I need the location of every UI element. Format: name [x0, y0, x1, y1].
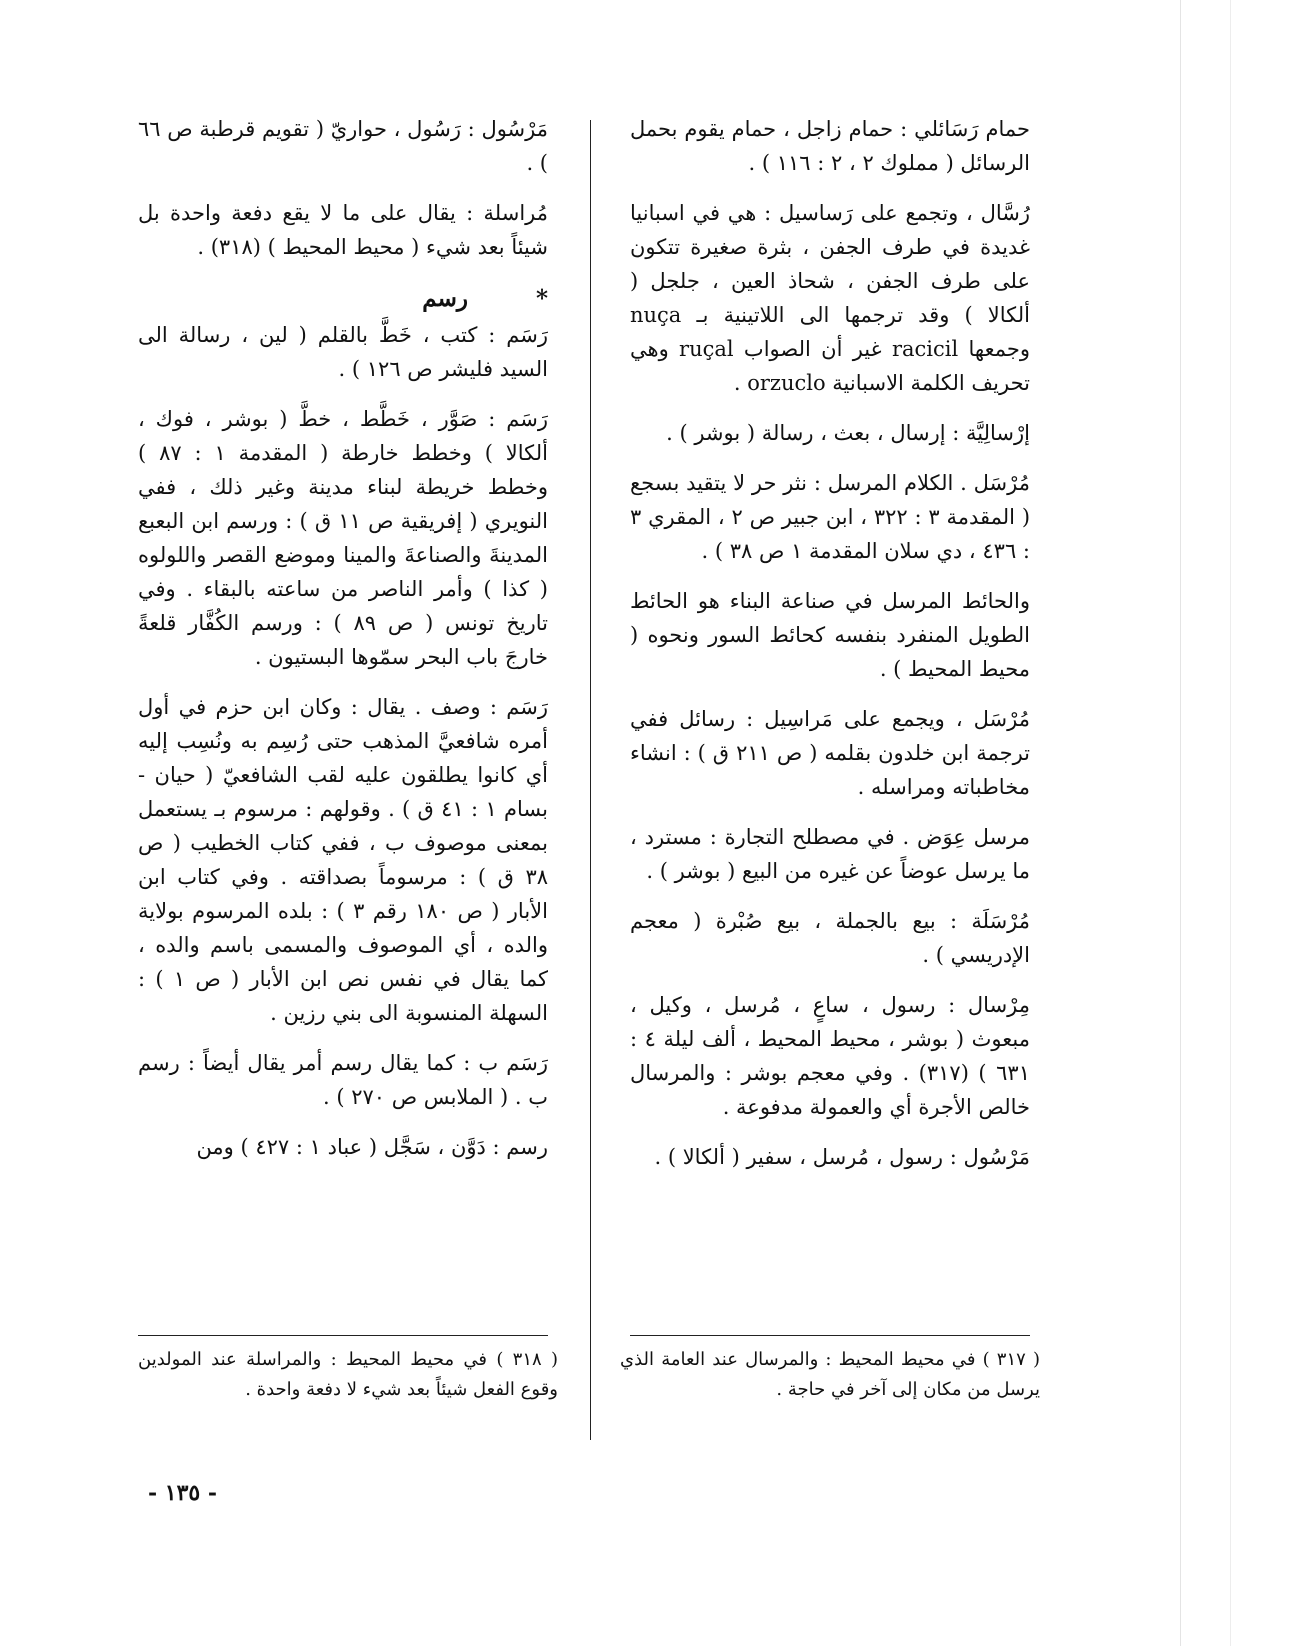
- entry: مَرْسُول : رَسُول ، حواريّ ( تقويم قرطبة ص ٦٦ ) .: [138, 117, 548, 175]
- entry: رَسَم : صَوَّر ، خَطَّط ، خطَّ ( بوشر ، فوك ، ألكالا ) وخطط خارطة ( المقدمة ١ : ٨٧ ) وخطط خريطة لبناء مدينة وغير ذلك ، ففي النويري ( إفريقية ص ١١ ق ) : ورسم ابن البعبع المدينةَ والصناعةَ والمينا وموضع القصر واللولوه ( كذا ) وأمر الناصر من ساعته بالبقاء . وفي تاريخ تونس ( ص ٨٩ ) : ورسم الكُفَّار قلعةً خارجَ باب البحر سمّوها البستيون .: [138, 407, 549, 669]
- entry: مِرْسال : رسول ، ساعٍ ، مُرسل ، وكيل ، مبعوث ( بوشر ، محيط المحيط ، ألف ليلة ٤ : ٦٣١ ) (٣١٧) . وفي معجم بوشر : والمرسال خالص الأجرة أي والعمولة مدفوعة .: [630, 993, 1030, 1119]
- left-column: [138, 112, 548, 1180]
- entry: مُرْسَل . الكلام المرسل : نثر حر لا يتقيد بسجع ( المقدمة ٣ : ٣٢٢ ، ابن جبير ص ٢ ، المقري ٣ : ٤٣٦ ، دي سلان المقدمة ١ ص ٣٨ ) .: [630, 471, 1031, 563]
- scan-edge-line: [1230, 0, 1231, 1646]
- entry: رُسَّال ، وتجمع على رَساسيل : هي في اسبانيا غديدة في طرف الجفن ، بثرة صغيرة تتكون على طرف الجفن ، شحاذ العين ، جلجل ( ألكالا ) وقد ترجمها الى اللاتينية بـ nuça وجمعها racicil غير أن الصواب ruçal وهي تحريف الكلمة الاسبانية orzuclo .: [630, 201, 1030, 395]
- entry: رَسَم : كتب ، خَطَّ بالقلم ( لين ، رسالة الى السيد فليشر ص ١٢٦ ) .: [138, 323, 548, 381]
- entry: رَسَم : وصف . يقال : وكان ابن حزم في أول أمره شافعيَّ المذهب حتى رُسِم به ونُسِب إليه أي كانوا يطلقون عليه لقب الشافعيّ ( حيان - بسام ١ : ٤١ ق ) . وقولهم : مرسوم بـ يستعمل بمعنى موصوف ب ، ففي كتاب الخطيب ( ص ٣٨ ق ) : مرسوماً بصداقته . وفي كتاب ابن الأبار ( ص ١٨٠ رقم ٣ ) : بلده المرسوم بولاية والده ، أي الموصوف والمسمى باسم والده ، كما يقال في نفس نص ابن الأبار ( ص ١ ) : السهلة المنسوبة الى بني رزين .: [138, 695, 549, 1025]
- section-heading: [138, 282, 548, 316]
- column-divider: [590, 120, 591, 1440]
- footnote-rule: [630, 1335, 1030, 1336]
- entry: رَسَم ب : كما يقال رسم أمر يقال أيضاً : رسم ب . ( الملابس ص ٢٧٠ ) .: [138, 1051, 548, 1109]
- entry: رسم : دَوَّن ، سَجَّل ( عباد ١ : ٤٢٧ ) ومن: [196, 1135, 548, 1159]
- entry: مرسل عِوَض . في مصطلح التجارة : مسترد ، ما يرسل عوضاً عن غيره من البيع ( بوشر ) .: [630, 825, 1030, 883]
- scan-edge-line: [1180, 0, 1181, 1646]
- entry: مُراسلة : يقال على ما لا يقع دفعة واحدة بل شيئاً بعد شيء ( محيط المحيط ) (٣١٨) .: [138, 201, 548, 259]
- entry: مُرْسَل ، ويجمع على مَراسِيل : رسائل ففي ترجمة ابن خلدون بقلمه ( ص ٢١١ ق ) : انشاء مخاطباته ومراسله .: [630, 707, 1031, 799]
- right-column: [630, 112, 1030, 1190]
- entry: إرْسالِيَّة : إرسال ، بعث ، رسالة ( بوشر ) .: [666, 421, 1030, 445]
- section-heading-word: رسم: [422, 285, 468, 312]
- entry: حمام رَسَائلي : حمام زاجل ، حمام يقوم بحمل الرسائل ( مملوك ٢ ، ٢ : ١١٦ ) .: [630, 117, 1030, 175]
- asterisk-marker: *: [535, 285, 548, 312]
- footnote-318: ( ٣١٨ ) في محيط المحيط : والمراسلة عند المولدين وقوع الفعل شيئاً بعد شيء لا دفعة واحدة .: [138, 1349, 559, 1400]
- entry: مَرْسُول : رسول ، مُرسل ، سفير ( ألكالا ) .: [654, 1145, 1030, 1169]
- entry: مُرْسَلَة : بيع بالجملة ، بيع صُبْرة ( معجم الإدريسي ) .: [630, 909, 1030, 967]
- footnote-317: ( ٣١٧ ) في محيط المحيط : والمرسال عند العامة الذي يرسل من مكان إلى آخر في حاجة .: [620, 1349, 1040, 1400]
- footnote-rule: [138, 1335, 548, 1336]
- entry: والحائط المرسل في صناعة البناء هو الحائط الطويل المنفرد بنفسه كحائط السور ونحوه ( محيط المحيط ) .: [630, 589, 1030, 681]
- page-number: - ١٣٥ -: [148, 1480, 218, 1506]
